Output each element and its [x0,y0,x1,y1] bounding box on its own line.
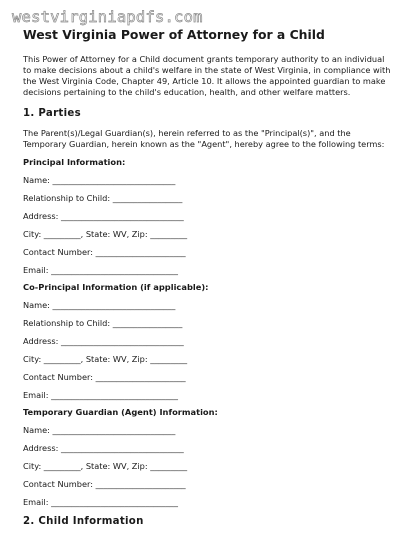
document-title: West Virginia Power of Attorney for a Child [23,27,325,42]
principal-relationship-field[interactable]: Relationship to Child: _________________ [23,193,183,203]
agent-email-field[interactable]: Email: _______________________________ [23,497,178,507]
document-page [23,27,395,528]
principal-contact-field[interactable]: Contact Number: ______________________ [23,247,186,257]
coprincipal-email-field[interactable]: Email: _______________________________ [23,390,178,400]
agent-info-heading: Temporary Guardian (Agent) Information: [23,407,218,417]
agent-city-state-zip-field[interactable]: City: _________, State: WV, Zip: _________ [23,461,188,471]
principal-city-state-zip-field[interactable]: City: _________, State: WV, Zip: _________ [23,229,188,239]
coprincipal-city-state-zip-field[interactable]: City: _________, State: WV, Zip: _________ [23,354,188,364]
principal-email-field[interactable]: Email: _______________________________ [23,265,178,275]
principal-name-field[interactable]: Name: ______________________________ [23,175,176,185]
watermark: westvirginiapdfs.com [12,8,203,26]
coprincipal-info-heading: Co-Principal Information (if applicable): [23,282,209,292]
agent-address-field[interactable]: Address: ______________________________ [23,443,184,453]
coprincipal-address-field[interactable]: Address: ______________________________ [23,336,184,346]
intro-paragraph: This Power of Attorney for a Child document grants temporary authority to an individual to make decisions about a child's welfare in the state of West Virginia, in compliance with the West Virginia Code, Chapter 49, Article 10. It allows the appointed guardian to make decisions pertaining to the child's education, health, and other welfare matters. [23,54,391,97]
principal-info-heading: Principal Information: [23,157,126,167]
parties-paragraph: The Parent(s)/Legal Guardian(s), herein referred to as the "Principal(s)", and the Temporary Guardian, herein known as the "Agent", hereby agree to the following terms: [23,128,385,149]
agent-contact-field[interactable]: Contact Number: ______________________ [23,479,186,489]
principal-address-field[interactable]: Address: ______________________________ [23,211,184,221]
coprincipal-contact-field[interactable]: Contact Number: ______________________ [23,372,186,382]
section-parties-heading: 1. Parties [23,108,81,119]
coprincipal-relationship-field[interactable]: Relationship to Child: _________________ [23,318,183,328]
section-child-info-heading: 2. Child Information [23,516,144,527]
agent-name-field[interactable]: Name: ______________________________ [23,425,176,435]
coprincipal-name-field[interactable]: Name: ______________________________ [23,300,176,310]
